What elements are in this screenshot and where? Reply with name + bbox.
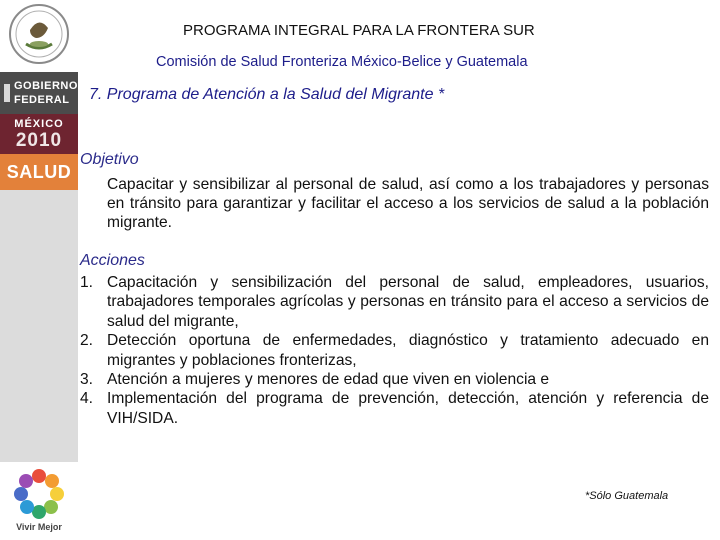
vivir-mejor-logo — [0, 462, 78, 540]
list-item-text: Capacitación y sensibilización del personal de salud, empleadores, usuarios, trabajadores temporales agrícolas y personas en tránsito para el acceso a servicios de salud del migrante, — [107, 274, 709, 330]
page-subtitle: Comisión de Salud Fronteriza México-Belice y Guatemala — [156, 54, 528, 70]
page-title: PROGRAMA INTEGRAL PARA LA FRONTERA SUR — [183, 22, 535, 39]
acciones-heading: Acciones — [80, 252, 145, 269]
objetivo-text: Capacitar y sensibilizar al personal de salud, así como a los trabajadores y personas en tránsito para garantizar y facilitar el acceso a los servicios de salud a la población migrante. — [107, 176, 709, 231]
list-item-number: 3. — [80, 371, 94, 389]
acciones-list — [80, 273, 709, 428]
list-item-text: Detección oportuna de enfermedades, diagnóstico y tratamiento adecuado en migrantes y poblaciones fronterizas, — [107, 332, 709, 369]
section-title: 7. Programa de Atención a la Salud del Migrante * — [89, 86, 445, 103]
list-item-text: Implementación del programa de prevención, detección, atención y referencia de VIH/SIDA. — [107, 390, 709, 427]
federal-label: FEDERAL — [14, 94, 70, 106]
year-label: 2010 — [15, 130, 63, 151]
list-item — [80, 331, 709, 370]
national-seal-icon — [0, 0, 78, 72]
vivir-mejor-icon — [0, 466, 78, 524]
list-item-number: 4. — [80, 390, 94, 408]
list-item — [80, 370, 709, 389]
mexico-label: MÉXICO — [14, 118, 64, 130]
list-item — [80, 389, 709, 428]
list-item-number: 2. — [80, 332, 94, 350]
footnote: *Sólo Guatemala — [585, 490, 669, 502]
national-seal-area — [0, 0, 78, 72]
sidebar — [0, 0, 78, 540]
vivir-mejor-label: Vivir Mejor — [16, 522, 62, 532]
flag-bar-icon — [4, 84, 10, 102]
list-item-number: 1. — [80, 274, 94, 291]
list-item-text: Atención a mujeres y menores de edad que viven en violencia e — [107, 371, 550, 389]
objetivo-heading: Objetivo — [80, 151, 139, 168]
gobierno-federal-logo — [0, 72, 78, 114]
mexico-2010-logo — [0, 114, 78, 154]
list-item — [80, 273, 709, 331]
gobierno-label: GOBIERNO — [14, 80, 78, 92]
salud-logo: SALUD — [0, 154, 78, 190]
